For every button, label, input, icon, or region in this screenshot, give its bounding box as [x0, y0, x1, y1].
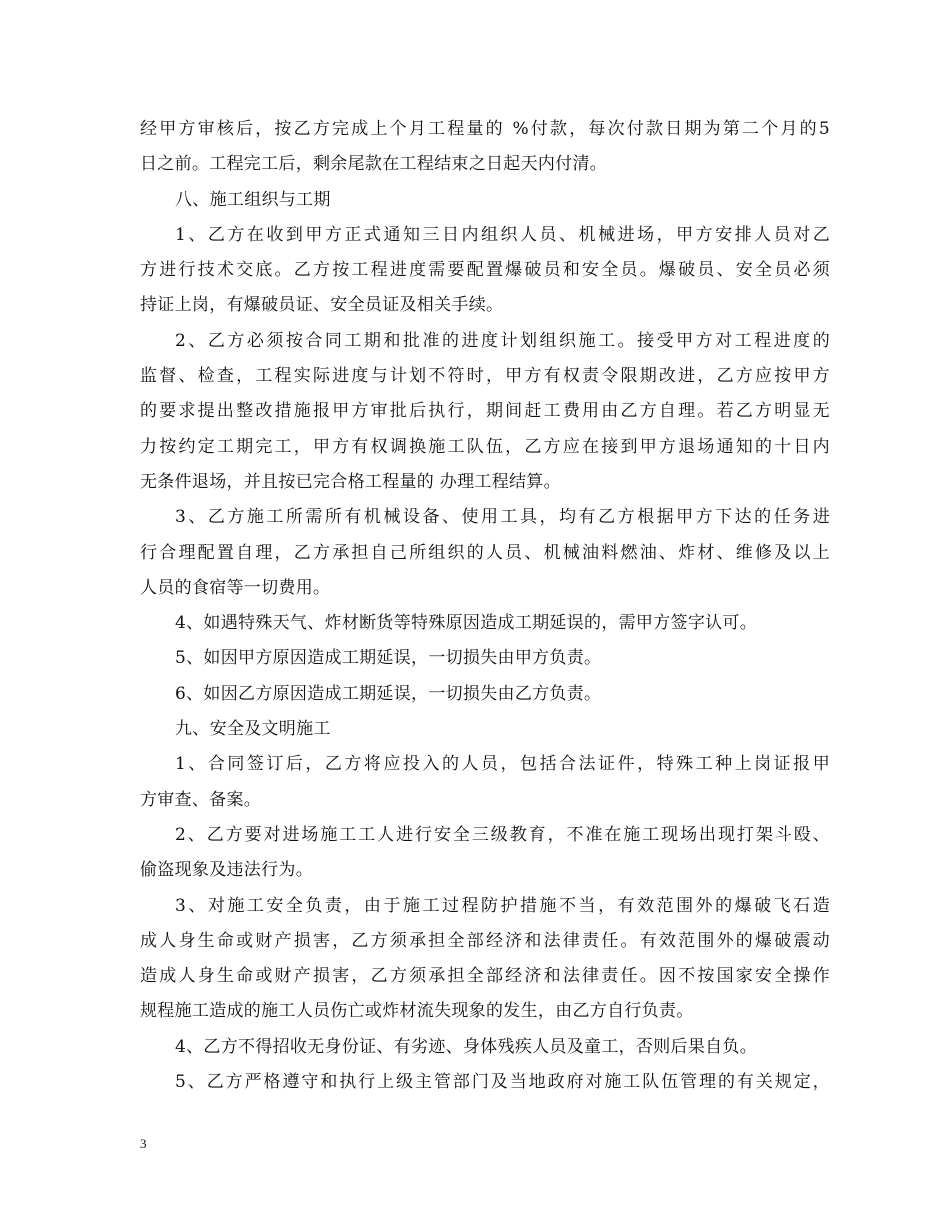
- text-line: 监督、检查，工程实际进度与计划不符时，甲方有权责令限期改进，乙方应按甲方: [140, 366, 830, 387]
- text-line: 日之前。工程完工后，剩余尾款在工程结束之日起天内付清。: [140, 154, 608, 175]
- text-line: 6、如因乙方原因造成工期延误，一切损失由乙方负责。: [175, 683, 602, 704]
- section-heading: 九、安全及文明施工: [175, 719, 331, 740]
- text-line: 2、乙方要对进场施工工人进行安全三级教育，不准在施工现场出现打架斗殴、: [175, 824, 830, 845]
- document-body: [140, 112, 830, 1100]
- text-line: 3、乙方施工所需所有机械设备、使用工具，均有乙方根据甲方下达的任务进: [175, 507, 830, 528]
- text-line: 1、合同签订后，乙方将应投入的人员，包括合法证件，特殊工种上岗证报甲: [175, 754, 830, 775]
- section-heading: 八、施工组织与工期: [175, 189, 331, 210]
- text-line: 5、乙方严格遵守和执行上级主管部门及当地政府对施工队伍管理的有关规定，: [175, 1072, 830, 1093]
- text-line: 的要求提出整改措施报甲方审批后执行，期间赶工费用由乙方自理。若乙方明显无: [140, 401, 830, 422]
- text-line: 4、乙方不得招收无身份证、有劣迹、身体残疾人员及童工，否则后果自负。: [175, 1036, 758, 1057]
- text-line: 造成人身生命或财产损害，乙方须承担全部经济和法律责任。因不按国家安全操作: [140, 966, 830, 987]
- text-line: 1、乙方在收到甲方正式通知三日内组织人员、机械进场，甲方安排人员对乙: [175, 224, 830, 245]
- text-line: 行合理配置自理，乙方承担自己所组织的人员、机械油料燃油、炸材、维修及以上: [140, 542, 830, 563]
- text-line: 2、乙方必须按合同工期和批准的进度计划组织施工。接受甲方对工程进度的: [175, 330, 830, 351]
- text-line: 5、如因甲方原因造成工期延误，一切损失由甲方负责。: [175, 648, 602, 669]
- text-line: 偷盗现象及违法行为。: [140, 860, 313, 881]
- page-number: 3: [140, 1136, 147, 1151]
- text-line: 规程施工造成的施工人员伤亡或炸材流失现象的发生，由乙方自行负责。: [140, 1001, 694, 1022]
- text-line: 人员的食宿等一切费用。: [140, 577, 331, 598]
- text-line: 无条件退场，并且按已完合格工程量的 办理工程结算。: [140, 471, 561, 492]
- text-line: 成人身生命或财产损害，乙方须承担全部经济和法律责任。有效范围外的爆破震动: [140, 930, 830, 951]
- text-line: 经甲方审核后，按乙方完成上个月工程量的 %付款，每次付款日期为第二个月的5: [140, 119, 830, 139]
- text-line: 持证上岗，有爆破员证、安全员证及相关手续。: [140, 295, 504, 316]
- text-line: 方审查、备案。: [140, 789, 262, 810]
- text-line: 方进行技术交底。乙方按工程进度需要配置爆破员和安全员。爆破员、安全员必须: [140, 260, 830, 281]
- text-line: 力按约定工期完工，甲方有权调换施工队伍，乙方应在接到甲方退场通知的十日内: [140, 436, 830, 457]
- text-line: 4、如遇特殊天气、炸材断货等特殊原因造成工期延误的，需甲方签字认可。: [175, 613, 758, 634]
- text-line: 3、对施工安全负责，由于施工过程防护措施不当，有效范围外的爆破飞石造: [175, 895, 830, 916]
